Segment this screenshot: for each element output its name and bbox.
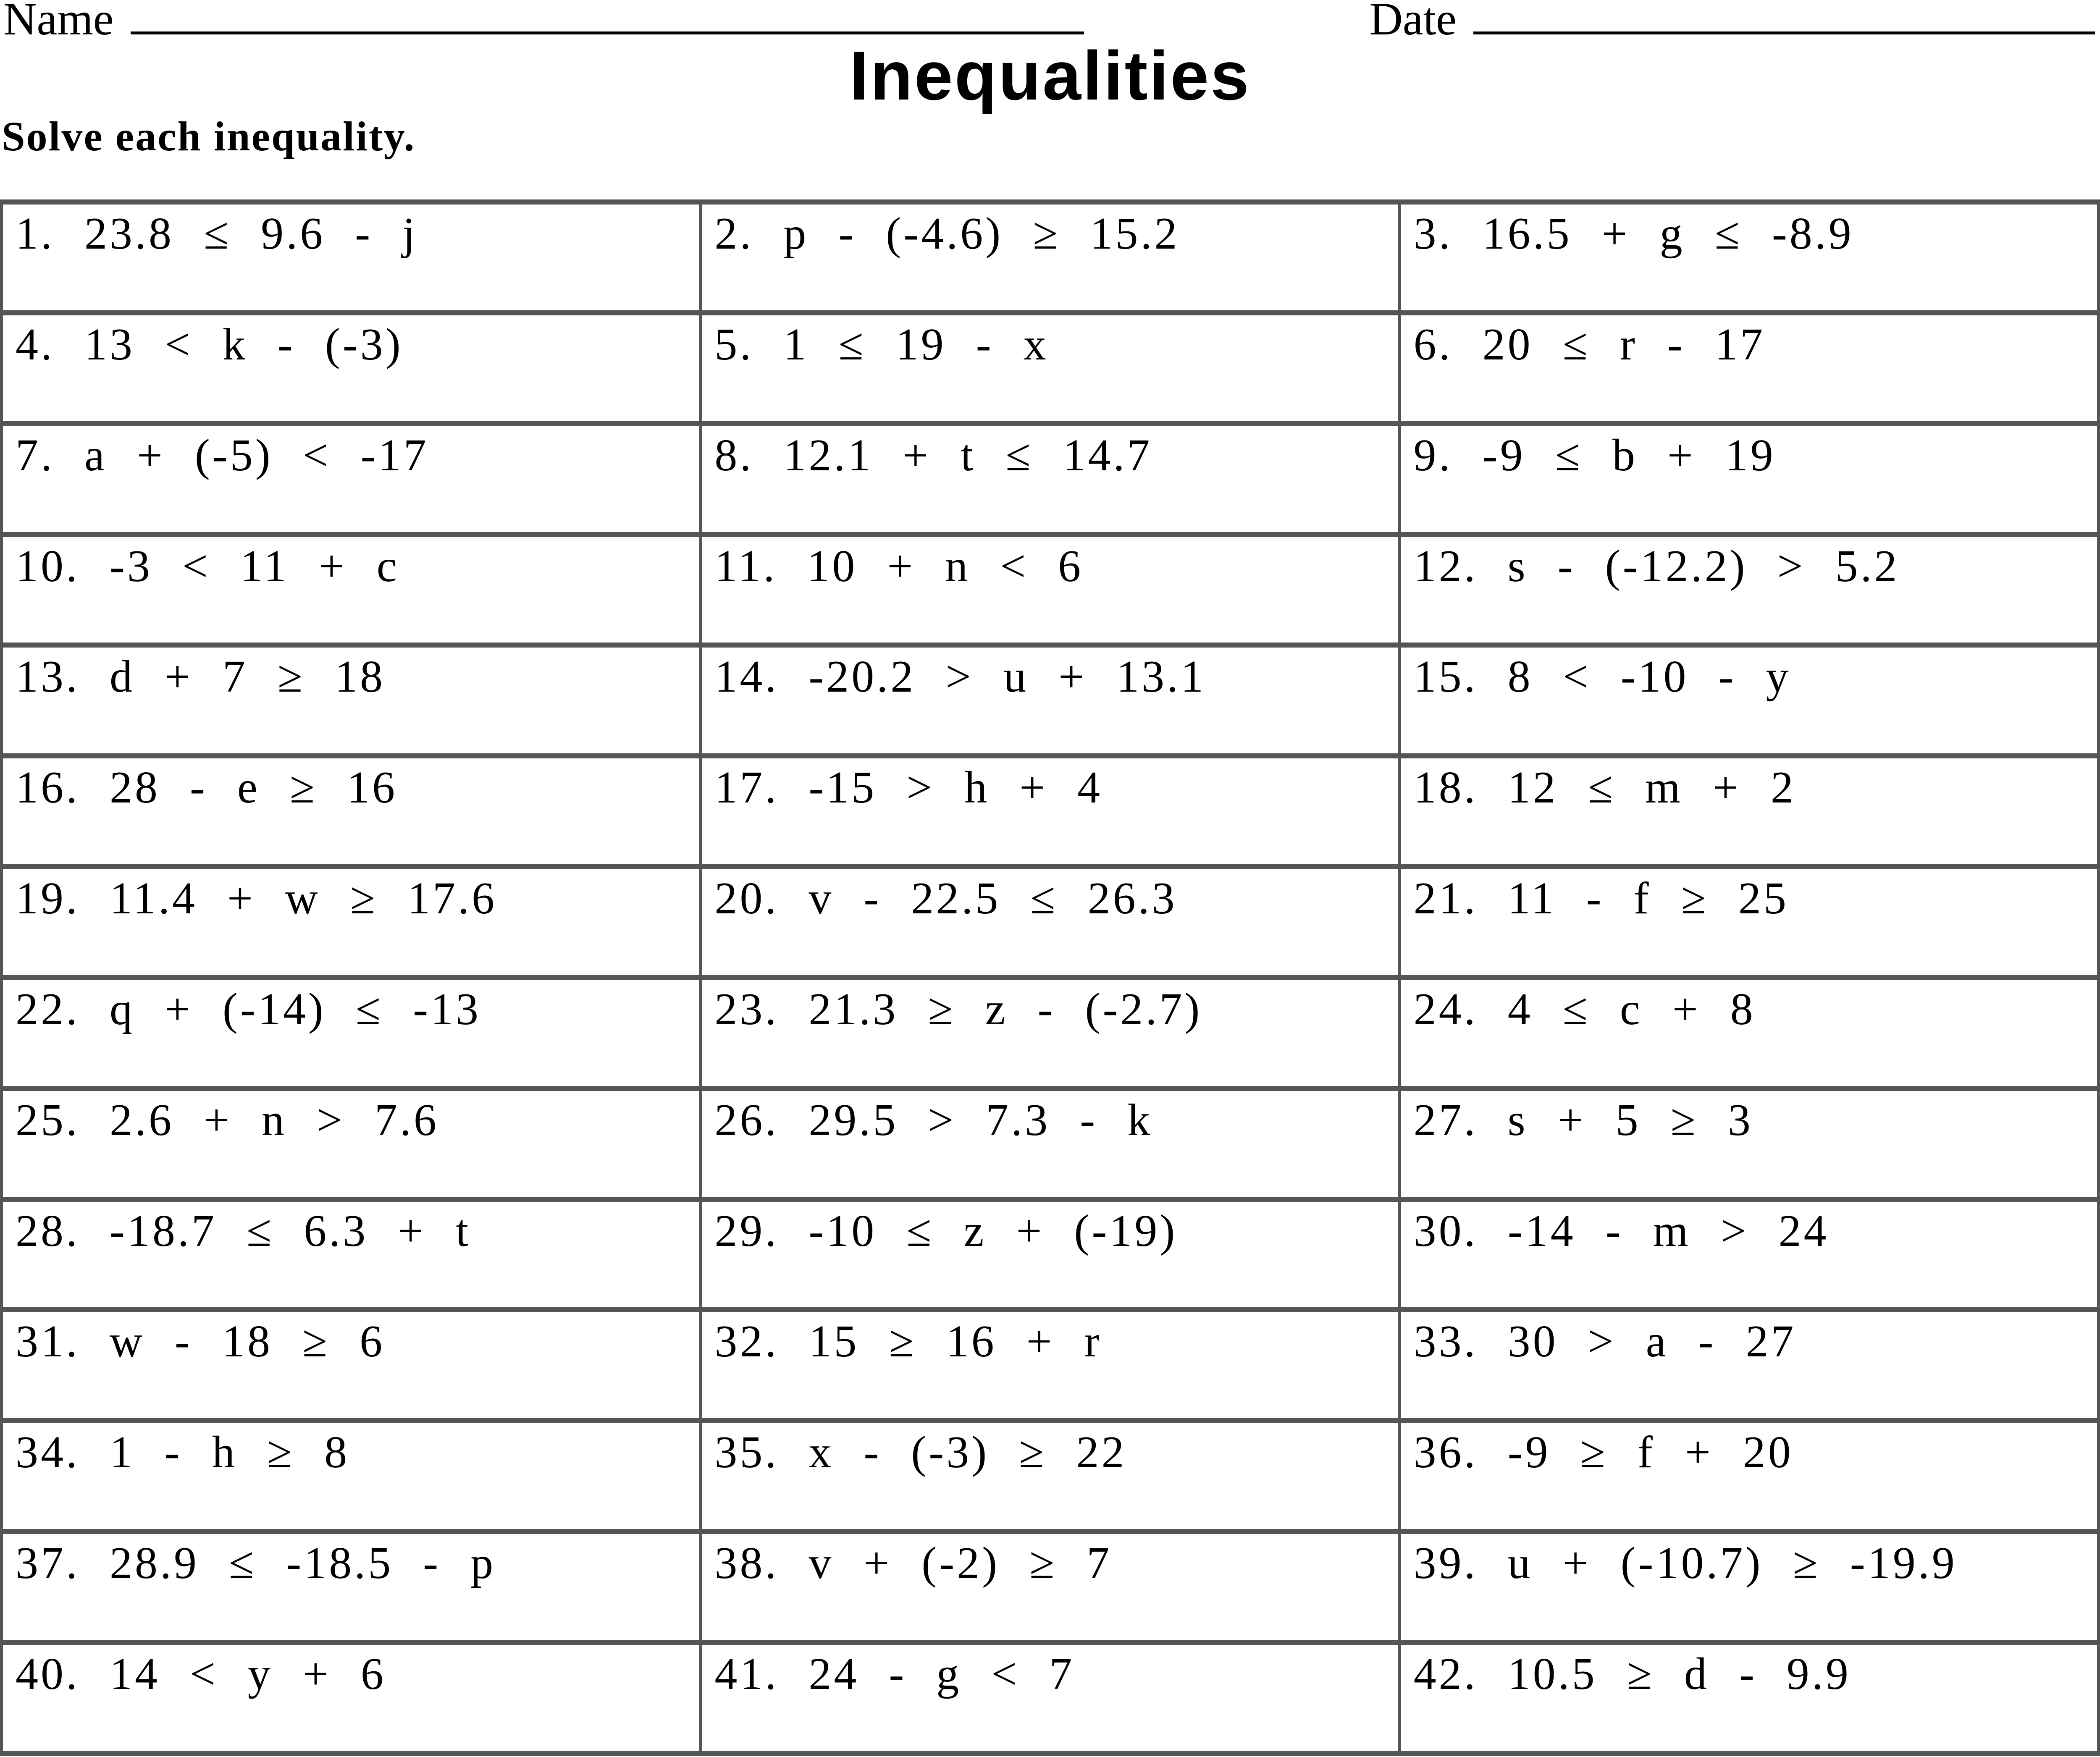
problem-cell: 4. 13 < k - (-3) <box>2 313 701 424</box>
problem-cell: 15. 8 < -10 - y <box>1399 645 2098 756</box>
problem-cell: 10. -3 < 11 + c <box>2 535 701 645</box>
problem-cell: 22. q + (-14) ≤ -13 <box>2 978 701 1088</box>
problem-row <box>2 424 2099 535</box>
problem-cell: 36. -9 ≥ f + 20 <box>1399 1421 2098 1531</box>
problem-cell: 16. 28 - e ≥ 16 <box>2 756 701 867</box>
problem-row <box>2 978 2099 1088</box>
problem-cell: 29. -10 ≤ z + (-19) <box>701 1199 1399 1310</box>
problem-cell: 23. 21.3 ≥ z - (-2.7) <box>701 978 1399 1088</box>
problem-cell: 33. 30 > a - 27 <box>1399 1310 2098 1421</box>
problem-cell: 9. -9 ≤ b + 19 <box>1399 424 2098 535</box>
problem-cell: 11. 10 + n < 6 <box>701 535 1399 645</box>
problem-cell: 18. 12 ≤ m + 2 <box>1399 756 2098 867</box>
problem-row <box>2 645 2099 756</box>
problem-row <box>2 1310 2099 1421</box>
problem-cell: 5. 1 ≤ 19 - x <box>701 313 1399 424</box>
header-row <box>0 0 2100 45</box>
problem-cell: 27. s + 5 ≥ 3 <box>1399 1088 2098 1199</box>
problem-cell: 20. v - 22.5 ≤ 26.3 <box>701 867 1399 978</box>
problem-cell: 34. 1 - h ≥ 8 <box>2 1421 701 1531</box>
problem-cell: 26. 29.5 > 7.3 - k <box>701 1088 1399 1199</box>
problem-row <box>2 756 2099 867</box>
problem-cell: 24. 4 ≤ c + 8 <box>1399 978 2098 1088</box>
problem-row <box>2 1642 2099 1753</box>
name-blank-line <box>131 31 1084 34</box>
date-label: Date <box>1369 0 1457 45</box>
problem-row <box>2 313 2099 424</box>
problem-cell: 42. 10.5 ≥ d - 9.9 <box>1399 1642 2098 1753</box>
problem-row <box>2 202 2099 313</box>
problem-cell: 40. 14 < y + 6 <box>2 1642 701 1753</box>
problem-cell: 8. 12.1 + t ≤ 14.7 <box>701 424 1399 535</box>
problem-cell: 30. -14 - m > 24 <box>1399 1199 2098 1310</box>
instructions: Solve each inequality. <box>2 113 416 160</box>
problem-row <box>2 535 2099 645</box>
problem-row <box>2 1088 2099 1199</box>
problem-row <box>2 1531 2099 1642</box>
problem-cell: 37. 28.9 ≤ -18.5 - p <box>2 1531 701 1642</box>
problem-cell: 12. s - (-12.2) > 5.2 <box>1399 535 2098 645</box>
problem-cell: 28. -18.7 ≤ 6.3 + t <box>2 1199 701 1310</box>
problem-row <box>2 1421 2099 1531</box>
problem-cell: 31. w - 18 ≥ 6 <box>2 1310 701 1421</box>
problem-row <box>2 1199 2099 1310</box>
problem-cell: 32. 15 ≥ 16 + r <box>701 1310 1399 1421</box>
problem-cell: 14. -20.2 > u + 13.1 <box>701 645 1399 756</box>
problem-cell: 38. v + (-2) ≥ 7 <box>701 1531 1399 1642</box>
date-blank-line <box>1473 31 2095 34</box>
problem-row <box>2 867 2099 978</box>
problem-cell: 19. 11.4 + w ≥ 17.6 <box>2 867 701 978</box>
worksheet-title: Inequalities <box>849 37 1251 114</box>
problem-cell: 3. 16.5 + g ≤ -8.9 <box>1399 202 2098 313</box>
problems-table <box>0 199 2100 1756</box>
problem-cell: 1. 23.8 ≤ 9.6 - j <box>2 202 701 313</box>
name-label: Name <box>3 0 114 45</box>
problem-cell: 39. u + (-10.7) ≥ -19.9 <box>1399 1531 2098 1642</box>
problem-cell: 2. p - (-4.6) ≥ 15.2 <box>701 202 1399 313</box>
problem-cell: 17. -15 > h + 4 <box>701 756 1399 867</box>
problem-cell: 21. 11 - f ≥ 25 <box>1399 867 2098 978</box>
problem-cell: 35. x - (-3) ≥ 22 <box>701 1421 1399 1531</box>
problem-cell: 41. 24 - g < 7 <box>701 1642 1399 1753</box>
problem-cell: 13. d + 7 ≥ 18 <box>2 645 701 756</box>
problem-cell: 25. 2.6 + n > 7.6 <box>2 1088 701 1199</box>
problem-cell: 7. a + (-5) < -17 <box>2 424 701 535</box>
problem-cell: 6. 20 ≤ r - 17 <box>1399 313 2098 424</box>
